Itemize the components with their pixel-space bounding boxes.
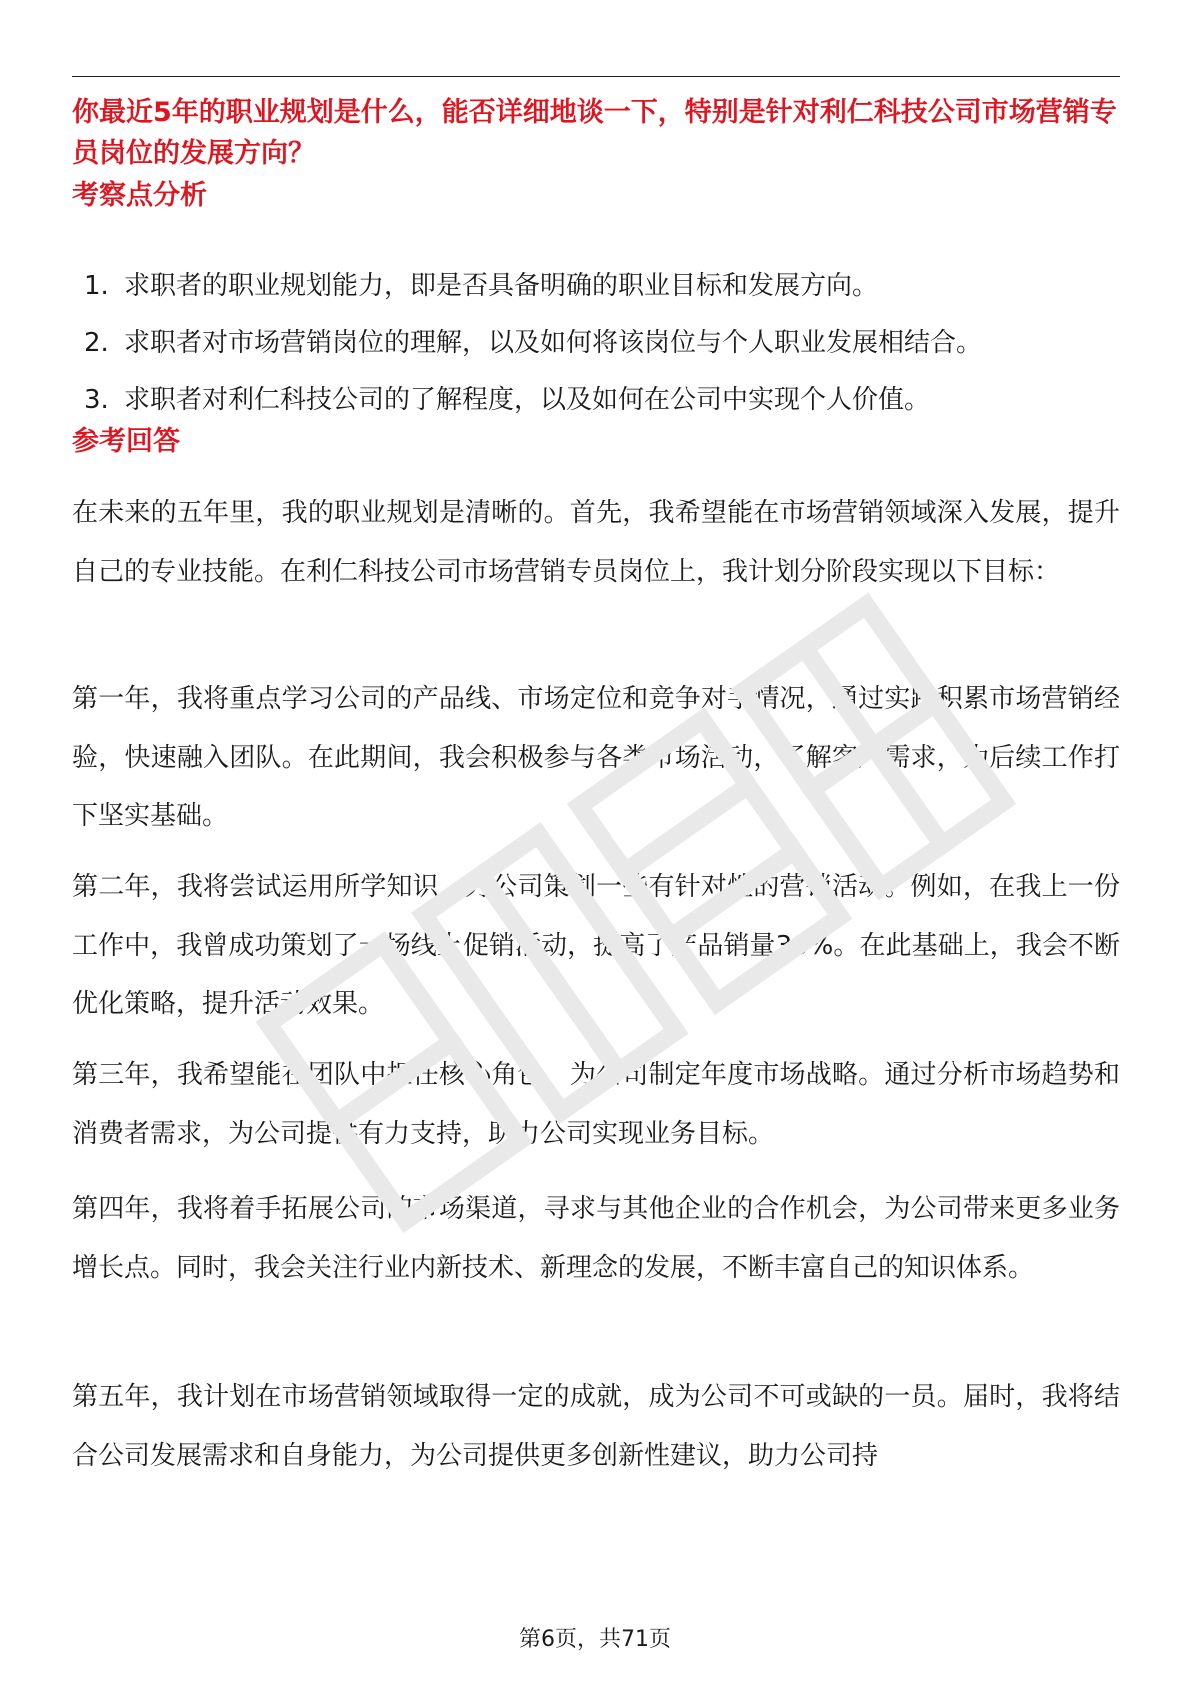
answer-paragraph: 第一年，我将重点学习公司的产品线、市场定位和竞争对手情况，通过实践积累市场营销经验，快速融入团队。在此期间，我会积极参与各类市场活动，了解客户需求，为后续工作打下坚实基础。 [72, 684, 1120, 831]
answer-paragraph: 第五年，我计划在市场营销领域取得一定的成就，成为公司不可或缺的一员。届时，我将结合公司发展需求和自身能力，为公司提供更多创新性建议，助力公司持 [72, 1382, 1120, 1471]
analysis-list [84, 268, 1114, 439]
answer-paragraph: 第三年，我希望能在团队中担任核心角色，为公司制定年度市场战略。通过分析市场趋势和消费者需求，为公司提供有力支持，助力公司实现业务目标。 [72, 1060, 1120, 1149]
question-heading: 你最近5年的职业规划是什么，能否详细地谈一下，特别是针对利仁科技公司市场营销专员岗位的发展方向？ [72, 97, 1117, 169]
answer-title: 参考回答 [72, 426, 180, 457]
list-item [84, 325, 1114, 382]
answer-paragraph: 第四年，我将着手拓展公司的市场渠道，寻求与其他企业的合作机会，为公司带来更多业务增长点。同时，我会关注行业内新技术、新理念的发展，不断丰富自己的知识体系。 [72, 1194, 1120, 1283]
list-number: 2. [84, 328, 109, 358]
list-number: 3. [84, 385, 109, 415]
list-item [84, 382, 1114, 439]
list-text: 求职者对利仁科技公司的了解程度，以及如何在公司中实现个人价值。 [124, 385, 931, 415]
answer-paragraph: 第二年，我将尝试运用所学知识，为公司策划一些有针对性的营销活动。例如，在我上一份工作中，我曾成功策划了一场线上促销活动，提高了产品销量30%。在此基础上，我会不断优化策略，提升活动效果。 [72, 872, 1120, 1019]
answer-paragraph: 在未来的五年里，我的职业规划是清晰的。首先，我希望能在市场营销领域深入发展，提升自己的专业技能。在利仁科技公司市场营销专员岗位上，我计划分阶段实现以下目标： [72, 498, 1120, 587]
list-number: 1. [84, 271, 109, 301]
page-footer: 第6页，共71页 [519, 1627, 671, 1652]
list-item [84, 268, 1114, 325]
top-rule [72, 76, 1120, 77]
list-text: 求职者的职业规划能力，即是否具备明确的职业目标和发展方向。 [124, 271, 879, 301]
analysis-title: 考察点分析 [72, 180, 207, 211]
list-text: 求职者对市场营销岗位的理解，以及如何将该岗位与个人职业发展相结合。 [124, 328, 983, 358]
